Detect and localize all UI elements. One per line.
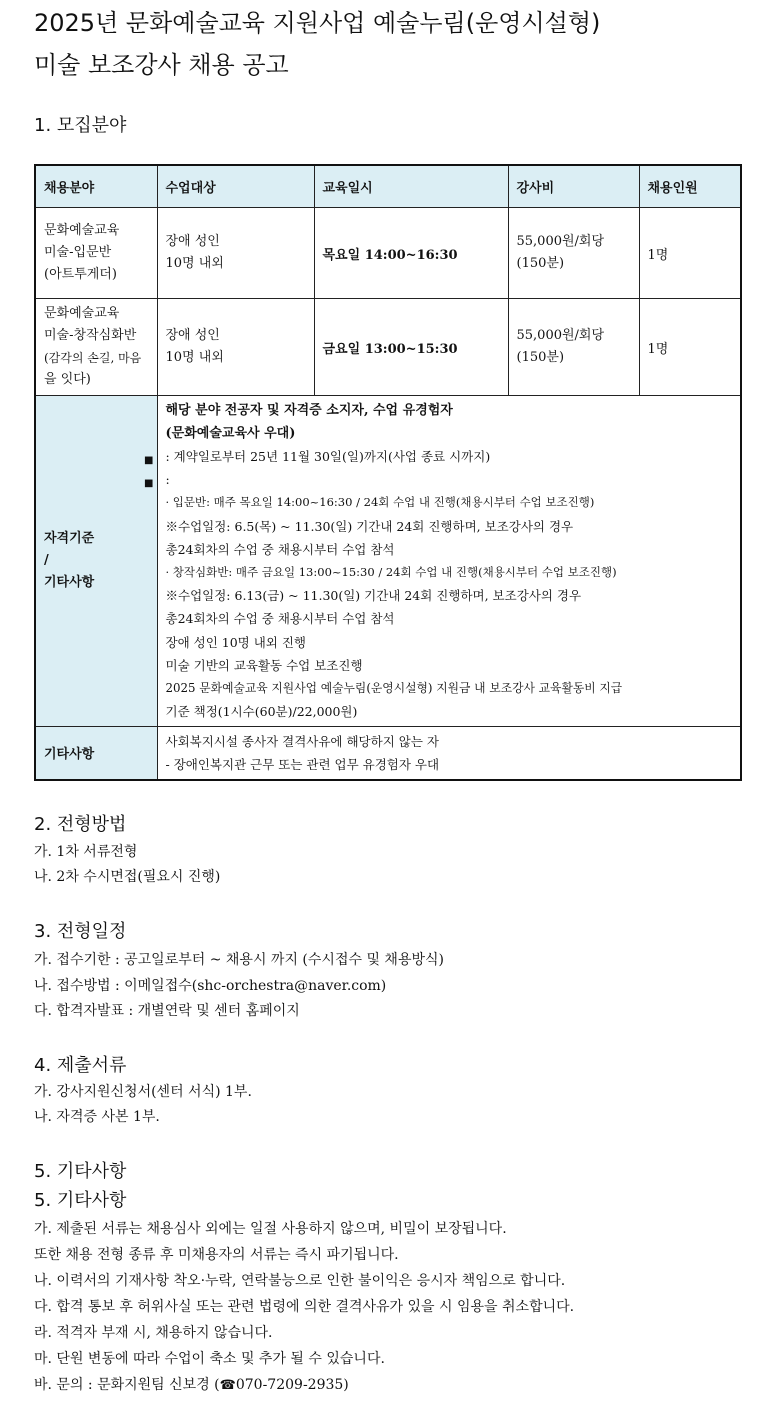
row2-schedule: 금요일 13:00~15:30 [314, 299, 508, 396]
header-field: 채용분야 [35, 165, 157, 208]
section-2-line-2: 나. 2차 수시면접(필요시 진행) [34, 869, 221, 885]
row1-target: 장애 성인 10명 내외 [157, 208, 314, 299]
section-5-line-1: 가. 제출된 서류는 채용심사 외에는 일절 사용하지 않으며, 비밀이 보장됩니다. [34, 1221, 507, 1237]
section-5-line-5: 라. 적격자 부재 시, 채용하지 않습니다. [34, 1325, 273, 1341]
row1-fee: 55,000원/회당 (150분) [508, 208, 639, 299]
section-3-line-3: 다. 합격자발표 : 개별연락 및 센터 홈페이지 [34, 1003, 300, 1019]
table-row [35, 299, 741, 396]
section-4-heading: 4. 제출서류 [34, 1055, 127, 1076]
square-bullet-icon: ■ [144, 478, 154, 489]
qualification-content: 해당 분야 전공자 및 자격증 소지자, 수업 유경험자 (문화예술교육사 우대) : 계약일로부터 25년 11월 30일(일)까지(사업 종료 시까지) : · 입문반: 매주 목요일 14:00~16:30 / 24회 수업 내 진행(채용시부터 수업 보조진행) ※수업일정: 6.5(목) ~ 11.30(일) 기간내 24회 진행하며, 보조강사의 경우 총24회차의 수업 중 채용시부터 수업 참석 · 창작심화반: 매주 금요일 13:00~15:30 / 24회 수업 내 진행(채용시부터 수업 보조진행) ※수업일정: 6.13(금) ~ 11.30(일) 기간내 24회 진행하며, 보조강사의 경우 총24회차의 수업 중 채용시부터 수업 참석 장애 성인 10명 내외 진행 미술 기반의 교육활동 수업 보조진행 2025 문화예술교육 지원사업 예술누림(운영시설형) 지원금 내 보조강사 교육활동비 지급 기준 책정(1시수(60분)/22,000원) [157, 396, 741, 727]
table-header-row [35, 165, 741, 208]
row2-field: 문화예술교육 미술-창작심화반 (감각의 손길, 마음 을 잇다) [35, 299, 157, 396]
row1-field: 문화예술교육 미술-입문반 (아트투게더) [35, 208, 157, 299]
qualification-row [35, 396, 741, 727]
header-fee: 강사비 [508, 165, 639, 208]
section-2-line-1: 가. 1차 서류전형 [34, 844, 138, 860]
square-bullet-icon: ■ [144, 455, 154, 466]
other-row [35, 727, 741, 780]
section-5-line-6: 마. 단원 변동에 따라 수업이 축소 및 추가 될 수 있습니다. [34, 1351, 385, 1367]
section-1-heading: 1. 모집분야 [34, 115, 127, 136]
contact-phone: 070-7209-2935) [235, 1377, 349, 1393]
section-5-heading: 5. 기타사항 [34, 1161, 127, 1182]
section-3-line-2: 나. 접수방법 : 이메일접수(shc-orchestra@naver.com) [34, 978, 387, 994]
section-4-line-1: 가. 강사지원신청서(센터 서식) 1부. [34, 1084, 252, 1100]
section-5-line-4: 다. 합격 통보 후 허위사실 또는 관련 법령에 의한 결격사유가 있을 시 임용을 취소합니다. [34, 1299, 575, 1315]
row2-fee: 55,000원/회당 (150분) [508, 299, 639, 396]
other-content: 사회복지시설 종사자 결격사유에 해당하지 않는 자 - 장애인복지관 근무 또는 관련 업무 유경험자 우대 [157, 727, 741, 780]
section-2-heading: 2. 전형방법 [34, 814, 127, 835]
row1-headcount: 1명 [639, 208, 741, 299]
section-5-heading-repeat: 5. 기타사항 [34, 1190, 127, 1211]
section-5-line-3: 나. 이력서의 기재사항 착오·누락, 연락불능으로 인한 불이익은 응시자 책임으로 합니다. [34, 1273, 566, 1289]
row1-schedule: 목요일 14:00~16:30 [314, 208, 508, 299]
header-target: 수업대상 [157, 165, 314, 208]
section-5-contact [34, 1375, 349, 1396]
title-line-1: 2025년 문화예술교육 지원사업 예술누림(운영시설형) [34, 9, 601, 37]
phone-icon: ☎ [219, 1378, 236, 1393]
recruitment-table [34, 164, 742, 781]
row2-target: 장애 성인 10명 내외 [157, 299, 314, 396]
table-row [35, 208, 741, 299]
title-line-2: 미술 보조강사 채용 공고 [34, 51, 289, 79]
section-4-line-2: 나. 자격증 사본 1부. [34, 1109, 160, 1125]
section-5-line-2: 또한 채용 전형 종류 후 미채용자의 서류는 즉시 파기됩니다. [34, 1247, 399, 1263]
contact-prefix: 바. 문의 : 문화지원팀 신보경 ( [34, 1377, 220, 1393]
other-label: 기타사항 [35, 727, 157, 780]
header-schedule: 교육일시 [314, 165, 508, 208]
header-headcount: 채용인원 [639, 165, 741, 208]
section-3-line-1: 가. 접수기한 : 공고일로부터 ~ 채용시 까지 (수시접수 및 채용방식) [34, 952, 444, 968]
section-3-heading: 3. 전형일정 [34, 921, 127, 942]
qualification-label: 자격기준 / 기타사항 [35, 396, 157, 727]
page-title [34, 2, 754, 86]
row2-headcount: 1명 [639, 299, 741, 396]
